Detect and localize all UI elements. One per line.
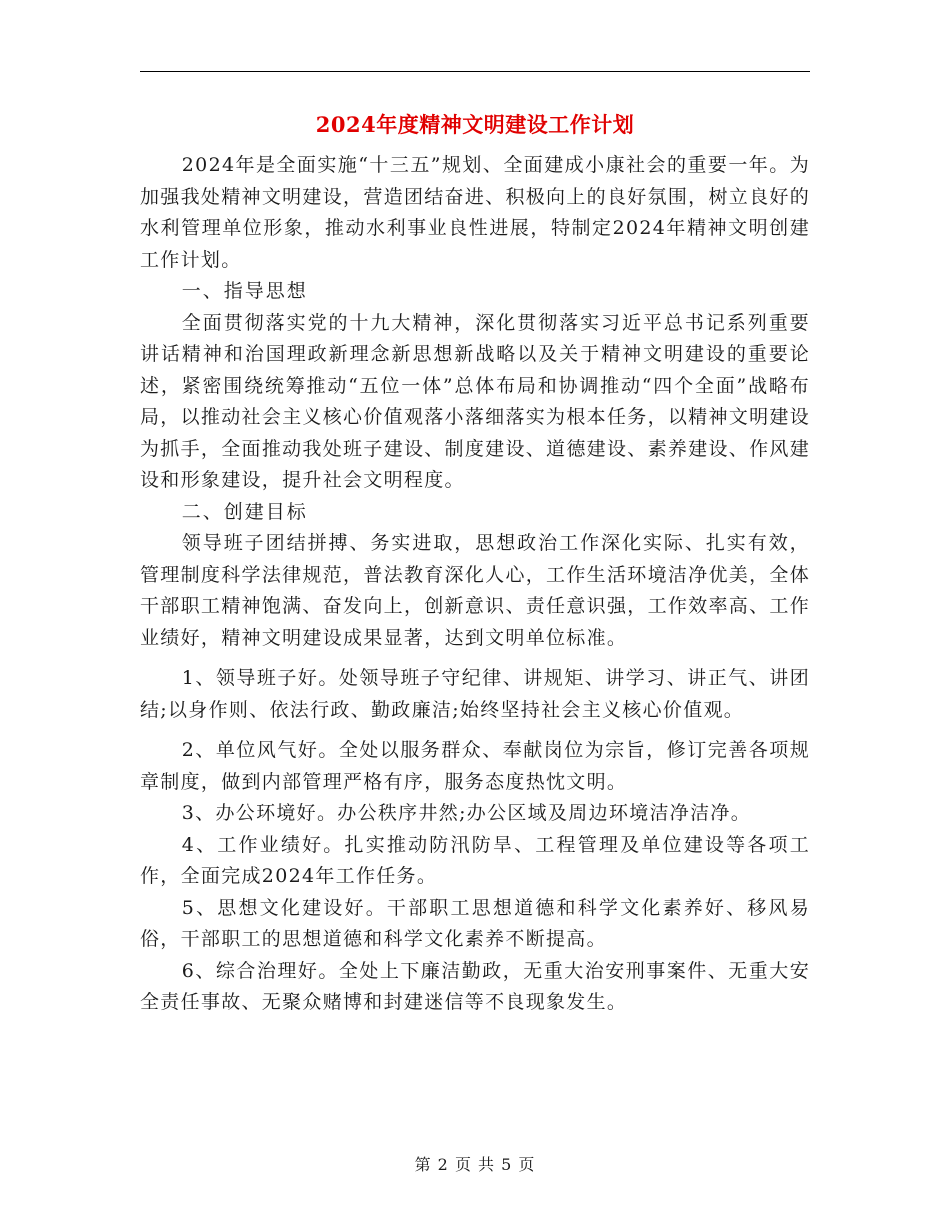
section-heading-goals: 二、创建目标: [181, 500, 308, 523]
document-body: [140, 150, 810, 1019]
goal-item-6: 6、综合治理好。全处上下廉洁勤政，无重大治安刑事案件、无重大安全责任事故、无聚众赌博和封建迷信等不良现象发生。: [140, 959, 810, 1013]
goal-item-2: 2、单位风气好。全处以服务群众、奉献岗位为宗旨，修订完善各项规章制度，做到内部管理严格有序，服务态度热忱文明。: [140, 739, 810, 793]
goals-paragraph: 领导班子团结拼搏、务实进取，思想政治工作深化实际、扎实有效，管理制度科学法律规范，普法教育深化人心，工作生活环境洁净优美，全体干部职工精神饱满、奋发向上，创新意识、责任意识强，工作效率高、工作业绩好，精神文明建设成果显著，达到文明单位标准。: [140, 532, 810, 649]
goal-item-3: 3、办公环境好。办公秩序井然;办公区域及周边环境洁净洁净。: [181, 802, 751, 824]
guiding-ideology-paragraph: 全面贯彻落实党的十九大精神，深化贯彻落实习近平总书记系列重要讲话精神和治国理政新理念新思想新战略以及关于精神文明建设的重要论述，紧密围绕统筹推动“五位一体”总体布局和协调推动“四个全面”战略布局，以推动社会主义核心价值观落小落细落实为根本任务，以精神文明建设为抓手，全面推动我处班子建设、制度建设、道德建设、素养建设、作风建设和形象建设，提升社会文明程度。: [140, 311, 810, 491]
header-rule: [140, 71, 810, 72]
page-number: 第 2 页 共 5 页: [414, 1155, 536, 1174]
document-title: 2024年度精神文明建设工作计划: [315, 112, 635, 137]
goal-item-4: 4、工作业绩好。扎实推动防汛防旱、工程管理及单位建设等各项工作，全面完成2024年工作任务。: [140, 833, 810, 887]
goal-item-5: 5、思想文化建设好。干部职工思想道德和科学文化素养好、移风易俗，干部职工的思想道德和科学文化素养不断提高。: [140, 896, 810, 950]
section-heading-guiding-ideology: 一、指导思想: [181, 280, 308, 302]
intro-paragraph: 2024年是全面实施“十三五”规划、全面建成小康社会的重要一年。为加强我处精神文明建设，营造团结奋进、积极向上的良好氛围，树立良好的水利管理单位形象，推动水利事业良性进展，特制定2024年精神文明创建工作计划。: [140, 154, 810, 271]
goal-item-1: 1、领导班子好。处领导班子守纪律、讲规矩、讲学习、讲正气、讲团结;以身作则、依法行政、勤政廉洁;始终坚持社会主义核心价值观。: [140, 667, 810, 721]
